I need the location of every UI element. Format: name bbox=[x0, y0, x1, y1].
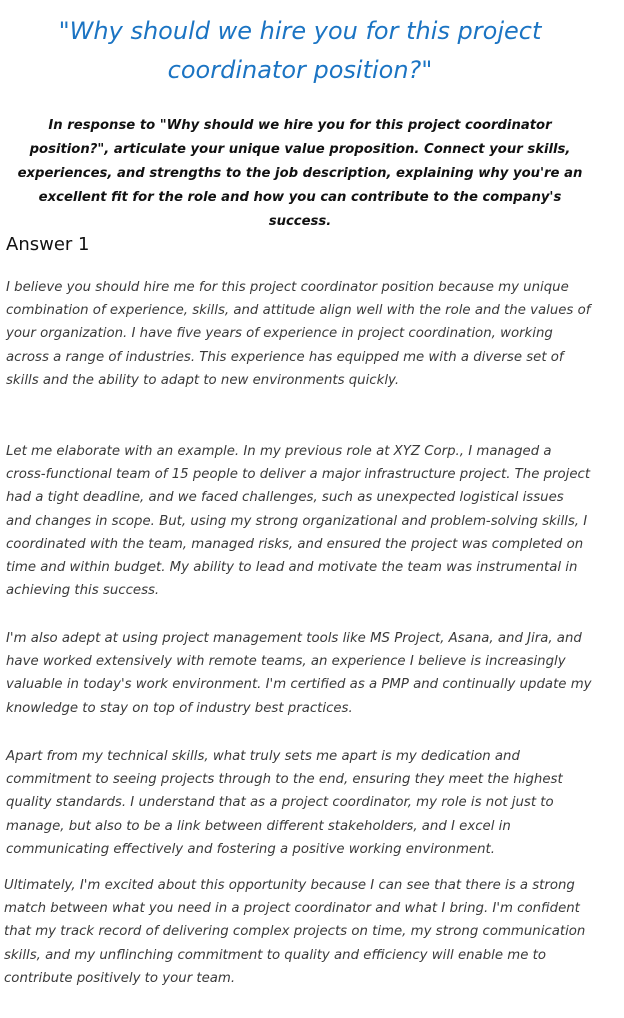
answer-paragraph-3: I'm also adept at using project management tools like MS Project, Asana, and Jira, and have worked extensively with remote teams, an experience I believe is increasingly valuable in today's work environment. I'm certified as a PMP and continually update my knowledge to stay on top of industry best practices. bbox=[6, 631, 592, 716]
answer-paragraph-4: Apart from my technical skills, what truly sets me apart is my dedication and commitment to seeing projects through to the end, ensuring they meet the highest quality standards. I understand that as a project coordinator, my role is not just to manage, but also to be a link between different stakeholders, and I excel in communicating effectively and fostering a positive working environment. bbox=[6, 749, 563, 857]
question-prompt: In response to "Why should we hire you for this project coordinator position?", articulate your unique value proposition. Connect your skills, experiences, and strengths to the job description, explaining why you're an excellent fit for the role and how you can contribute to the company's success. bbox=[17, 118, 583, 229]
answer-paragraph-1: I believe you should hire me for this project coordinator position because my unique combination of experience, skills, and attitude align well with the role and the values of your organization. I have five years of experience in project coordination, working across a range of industries. This experience has equipped me with a diverse set of skills and the ability to adapt to new environments quickly. bbox=[6, 280, 591, 388]
answer-paragraph-2: Let me elaborate with an example. In my previous role at XYZ Corp., I managed a cross-functional team of 15 people to deliver a major infrastructure project. The project had a tight deadline, and we faced challenges, such as unexpected logistical issues and changes in scope. But, using my strong organizational and problem-solving skills, I coordinated with the team, managed risks, and ensured the project was completed on time and within budget. My ability to lead and motivate the team was instrumental in achieving this success. bbox=[6, 444, 591, 599]
answer-paragraph-5: Ultimately, I'm excited about this opportunity because I can see that there is a strong match between what you need in a project coordinator and what I bring. I'm confident that my track record of delivering complex projects on time, my strong communication skills, and my unflinching commitment to quality and efficiency will enable me to contribute positively to your team. bbox=[4, 878, 586, 986]
answer-heading: Answer 1 bbox=[6, 234, 90, 255]
page-title: "Why should we hire you for this project coordinator position?" bbox=[58, 17, 542, 84]
